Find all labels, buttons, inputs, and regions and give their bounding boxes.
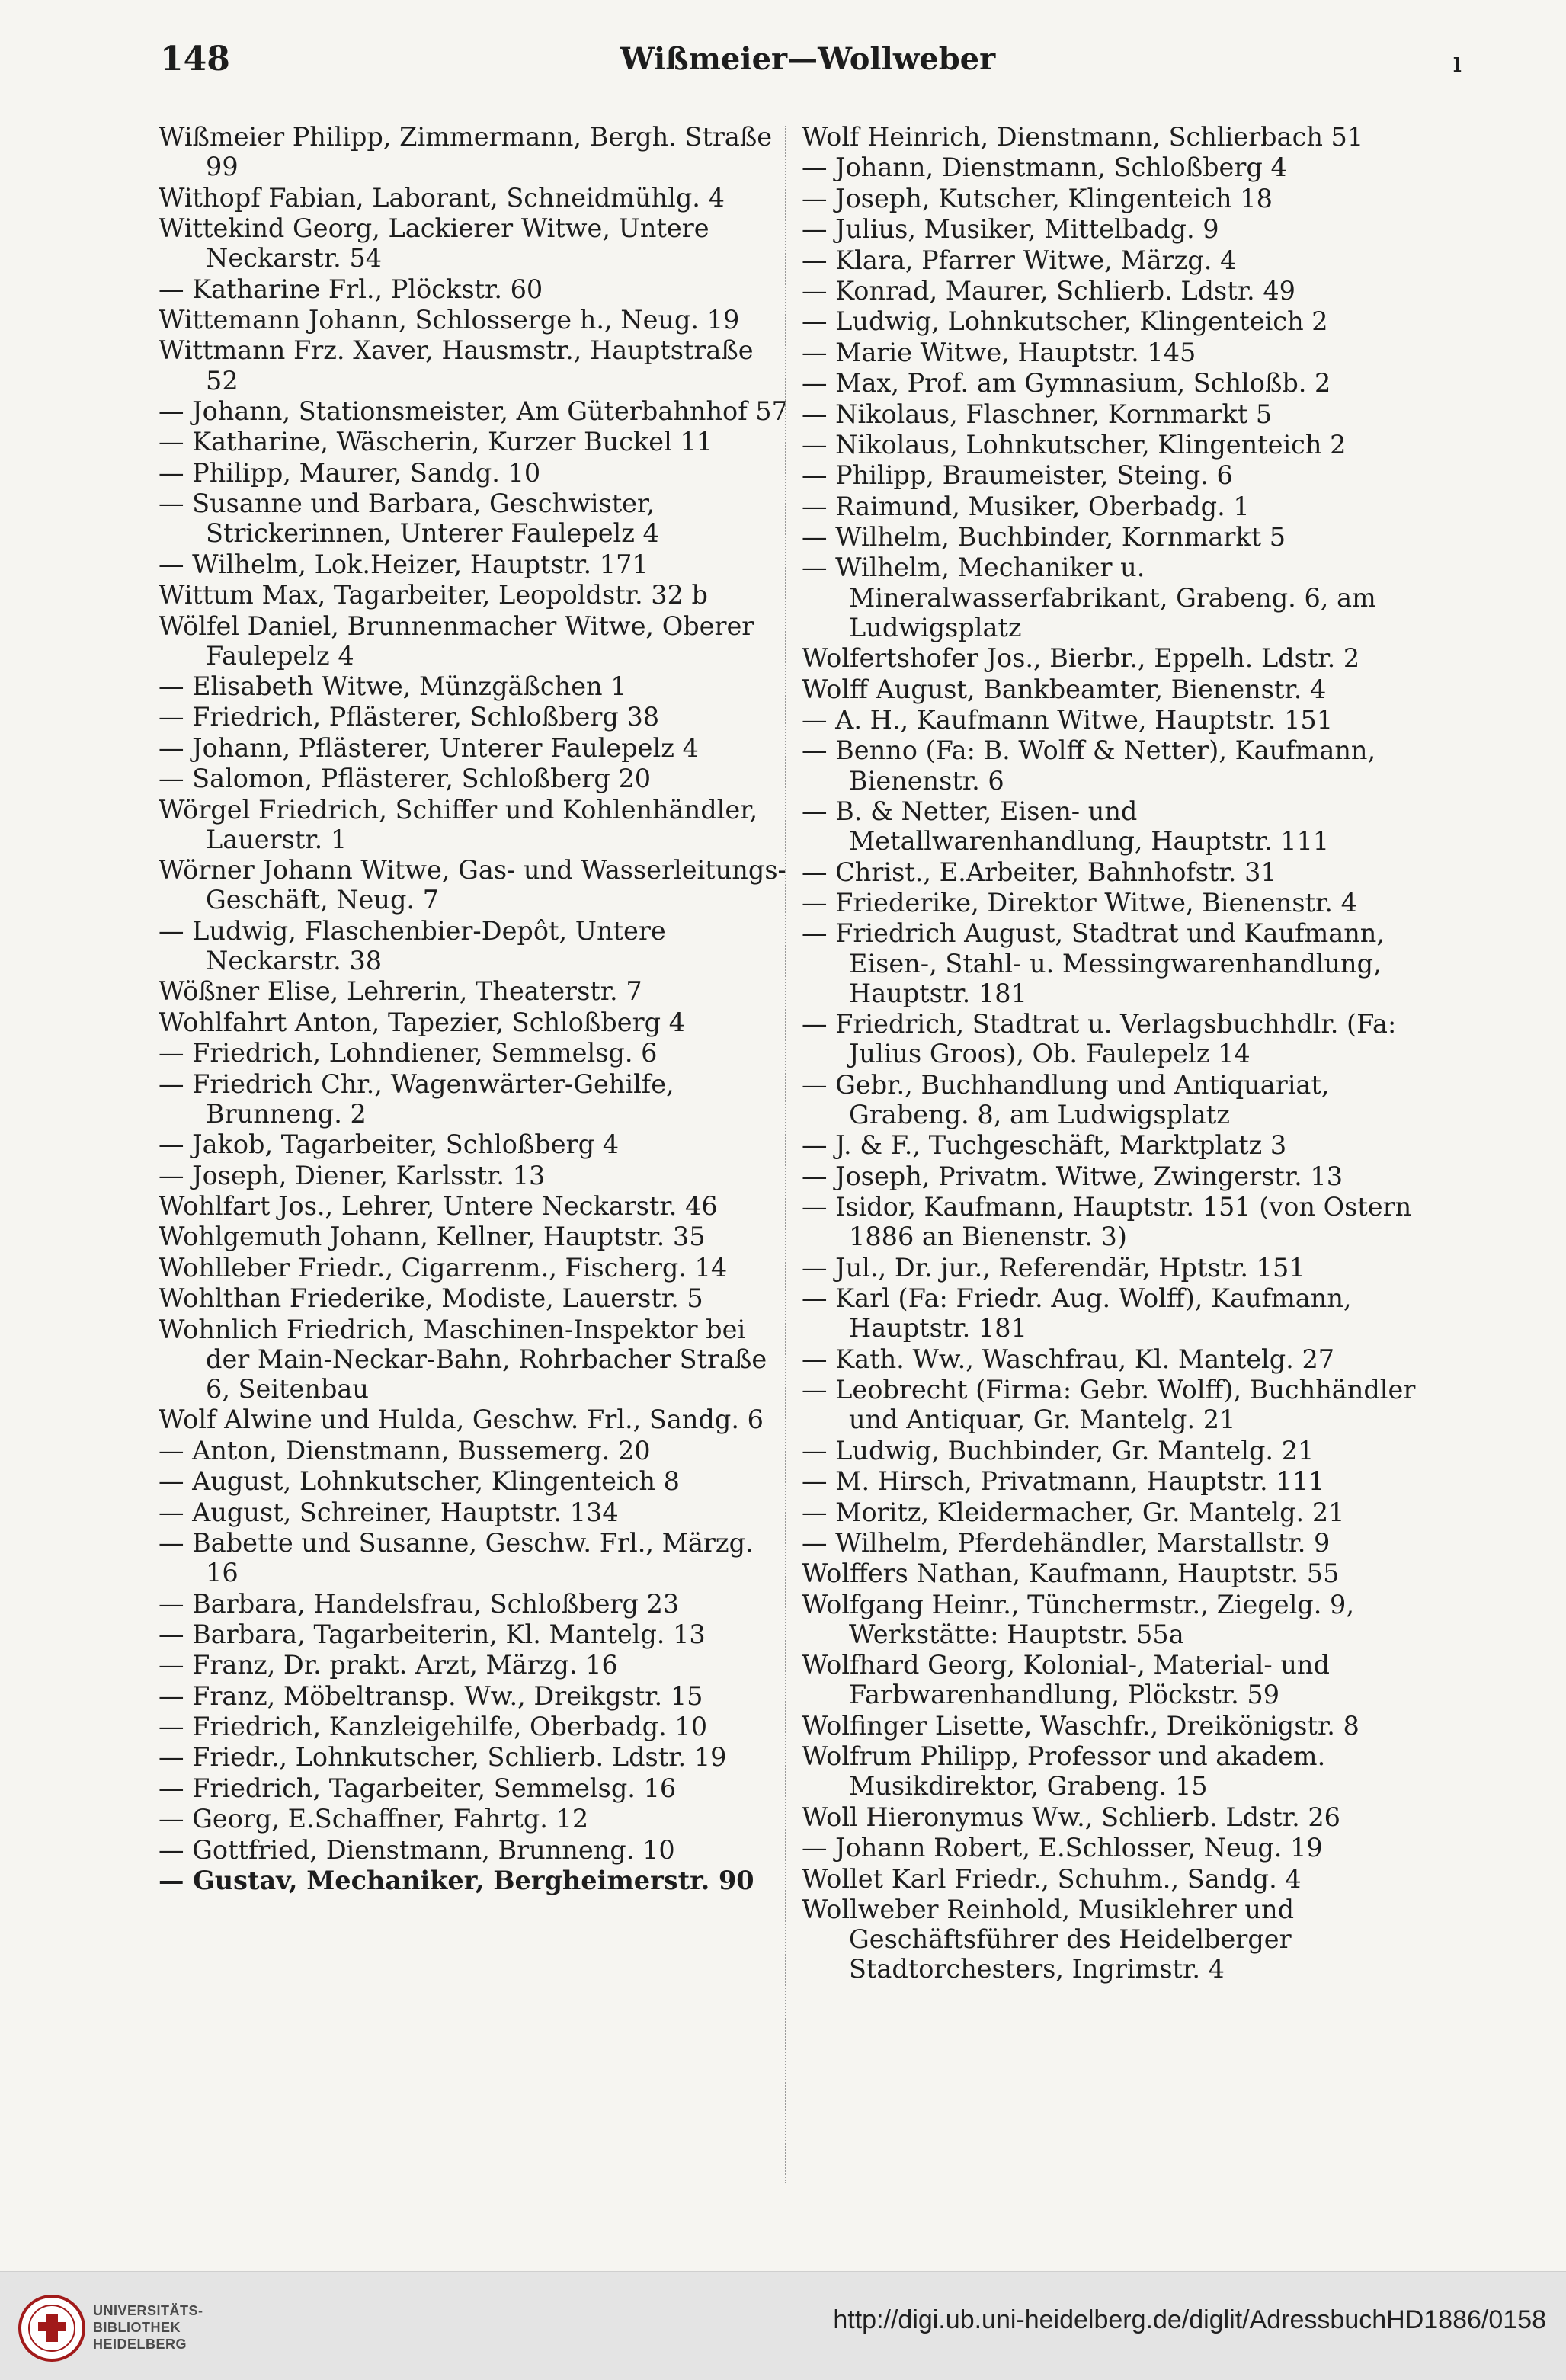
directory-entry: Wößner Elise, Lehrerin, Theaterstr. 7 xyxy=(159,976,642,1007)
directory-entry: — Ludwig, Lohnkutscher, Klingenteich 2 xyxy=(802,306,1328,337)
library-name xyxy=(93,2302,203,2353)
directory-entry: — Nikolaus, Lohnkutscher, Klingenteich 2 xyxy=(802,429,1347,460)
directory-entry: — Joseph, Diener, Karlsstr. 13 xyxy=(159,1160,546,1190)
directory-entry: — Barbara, Tagarbeiterin, Kl. Mantelg. 13 xyxy=(159,1619,706,1649)
directory-entry: — M. Hirsch, Privatmann, Hauptstr. 111 xyxy=(802,1466,1325,1497)
directory-entry: — Karl (Fa: Friedr. Aug. Wolff), Kaufmann, Hauptstr. 181 xyxy=(802,1283,1360,1344)
directory-entry: Wittekind Georg, Lackierer Witwe, Untere Neckarstr. 54 xyxy=(159,213,718,274)
page-header xyxy=(160,40,1462,93)
directory-entry: — Philipp, Braumeister, Steing. 6 xyxy=(802,460,1233,491)
directory-entry: — Wilhelm, Lok.Heizer, Hauptstr. 171 xyxy=(159,549,648,579)
library-line: HEIDELBERG xyxy=(93,2337,187,2352)
directory-entry: — Nikolaus, Flaschner, Kornmarkt 5 xyxy=(802,399,1273,429)
directory-entry: Wittemann Johann, Schlosserge h., Neug. 19 xyxy=(159,304,740,335)
directory-entry: — Wilhelm, Pferdehändler, Marstallstr. 9 xyxy=(802,1527,1331,1558)
directory-entry: — Franz, Möbeltransp. Ww., Dreikgstr. 15 xyxy=(159,1680,703,1711)
directory-entry: — Katharine Frl., Plöckstr. 60 xyxy=(159,274,543,304)
directory-entry: — August, Schreiner, Hauptstr. 134 xyxy=(159,1497,619,1527)
directory-entry: — August, Lohnkutscher, Klingenteich 8 xyxy=(159,1466,680,1497)
directory-entry: Wohlleber Friedr., Cigarrenm., Fischerg. 14 xyxy=(159,1252,728,1283)
directory-entry: — Wilhelm, Mechaniker u. Mineralwasserfabrikant, Grabeng. 6, am Ludwigsplatz xyxy=(802,553,1385,642)
directory-entry: — Friedrich, Pflästerer, Schloßberg 38 xyxy=(159,702,660,732)
directory-entry: — Philipp, Maurer, Sandg. 10 xyxy=(159,457,541,488)
directory-entry: — Leobrecht (Firma: Gebr. Wolff), Buchhändler und Antiquar, Gr. Mantelg. 21 xyxy=(802,1375,1424,1435)
directory-entry: — Julius, Musiker, Mittelbadg. 9 xyxy=(802,214,1219,245)
directory-entry: — Friedrich, Stadtrat u. Verlagsbuchhdlr. (Fa: Julius Groos), Ob. Faulepelz 14 xyxy=(802,1009,1404,1069)
directory-entry: — Friedrich Chr., Wagenwärter-Gehilfe, Brunneng. 2 xyxy=(159,1068,683,1129)
directory-entry: Wittmann Frz. Xaver, Hausmstr., Hauptstraße 52 xyxy=(159,335,762,396)
directory-entry: — Friedr., Lohnkutscher, Schlierb. Ldstr. 19 xyxy=(159,1742,727,1773)
directory-entry: — Joseph, Kutscher, Klingenteich 18 xyxy=(802,183,1273,213)
directory-entry: — Ludwig, Flaschenbier-Depôt, Untere Neckarstr. 38 xyxy=(159,915,674,976)
directory-entry: — J. & F., Tuchgeschäft, Marktplatz 3 xyxy=(802,1130,1287,1161)
directory-entry: — Friedrich August, Stadtrat und Kaufmann, Eisen-, Stahl- u. Messingwarenhandlung, Hauptstr. 181 xyxy=(802,918,1393,1008)
directory-entry: — Franz, Dr. prakt. Arzt, Märzg. 16 xyxy=(159,1650,618,1680)
directory-entry: Wolff August, Bankbeamter, Bienenstr. 4 xyxy=(802,674,1327,704)
source-url-link[interactable]: http://digi.ub.uni-heidelberg.de/diglit/AdressbuchHD1886/0158 xyxy=(833,2305,1546,2334)
directory-entry: Withopf Fabian, Laborant, Schneidmühlg. 4 xyxy=(159,182,725,213)
directory-entry: Wolf Alwine und Hulda, Geschw. Frl., Sandg. 6 xyxy=(159,1405,764,1435)
directory-entry: — Christ., E.Arbeiter, Bahnhofstr. 31 xyxy=(802,857,1277,887)
directory-entry: — Wilhelm, Buchbinder, Kornmarkt 5 xyxy=(802,522,1286,553)
directory-entry: Wohlfart Jos., Lehrer, Untere Neckarstr. 46 xyxy=(159,1190,718,1221)
right-column xyxy=(802,122,1434,1985)
directory-entry: — Susanne und Barbara, Geschwister, Strickerinnen, Unterer Faulepelz 4 xyxy=(159,488,663,549)
directory-entry: — Friedrich, Tagarbeiter, Semmelsg. 16 xyxy=(159,1773,677,1803)
running-head: Wißmeier—Wollweber xyxy=(620,41,996,77)
directory-entry: Wolfertshofer Jos., Bierbr., Eppelh. Ldstr. 2 xyxy=(802,643,1360,674)
directory-entry: Wohlgemuth Johann, Kellner, Hauptstr. 35 xyxy=(159,1222,706,1252)
directory-entry: — Salomon, Pflästerer, Schloßberg 20 xyxy=(159,764,652,794)
directory-entry: — Ludwig, Buchbinder, Gr. Mantelg. 21 xyxy=(802,1435,1315,1465)
directory-entry: — Katharine, Wäscherin, Kurzer Buckel 11 xyxy=(159,427,713,457)
left-column xyxy=(159,122,791,1896)
directory-entry: — Jakob, Tagarbeiter, Schloßberg 4 xyxy=(159,1129,620,1160)
directory-entry: — Friedrich, Lohndiener, Semmelsg. 6 xyxy=(159,1038,658,1068)
directory-entry: Wohlthan Friederike, Modiste, Lauerstr. 5 xyxy=(159,1283,703,1314)
directory-entry: Wölfel Daniel, Brunnenmacher Witwe, Oberer Faulepelz 4 xyxy=(159,610,762,671)
directory-entry: Wollet Karl Friedr., Schuhm., Sandg. 4 xyxy=(802,1863,1302,1894)
directory-entry: — Gottfried, Dienstmann, Brunneng. 10 xyxy=(159,1834,675,1865)
directory-entry: — Johann, Stationsmeister, Am Güterbahnhof 57 xyxy=(159,396,788,426)
directory-entry: — Jul., Dr. jur., Referendär, Hptstr. 151 xyxy=(802,1252,1305,1283)
directory-entry: — Marie Witwe, Hauptstr. 145 xyxy=(802,337,1196,367)
library-line: UNIVERSITÄTS- xyxy=(93,2303,203,2318)
directory-entry: — Gebr., Buchhandlung und Antiquariat, Grabeng. 8, am Ludwigsplatz xyxy=(802,1069,1338,1129)
column-divider xyxy=(785,126,786,2183)
directory-entry: — Anton, Dienstmann, Bussemerg. 20 xyxy=(159,1435,651,1465)
directory-entry: Wörgel Friedrich, Schiffer und Kohlenhändler, Lauerstr. 1 xyxy=(159,794,766,854)
directory-entry: — B. & Netter, Eisen- und Metallwarenhandlung, Hauptstr. 111 xyxy=(802,796,1330,857)
directory-entry: Wörner Johann Witwe, Gas- und Wasserleitungs-Geschäft, Neug. 7 xyxy=(159,855,786,915)
directory-entry: Wolffers Nathan, Kaufmann, Hauptstr. 55 xyxy=(802,1558,1340,1589)
directory-entry: — Joseph, Privatm. Witwe, Zwingerstr. 13 xyxy=(802,1161,1343,1191)
directory-entry: — Benno (Fa: B. Wolff & Netter), Kaufmann, Bienenstr. 6 xyxy=(802,735,1384,796)
directory-entry: Wolfgang Heinr., Tünchermstr., Ziegelg. 9, Werkstätte: Hauptstr. 55a xyxy=(802,1589,1363,1649)
university-seal-icon[interactable] xyxy=(17,2293,87,2363)
directory-entry: — Barbara, Handelsfrau, Schloßberg 23 xyxy=(159,1588,680,1619)
directory-entry: Wolfinger Lisette, Waschfr., Dreikönigstr. 8 xyxy=(802,1710,1359,1741)
directory-entry: Wohnlich Friedrich, Maschinen-Inspektor bei der Main-Neckar-Bahn, Rohrbacher Straße 6, Seitenbau xyxy=(159,1314,775,1404)
directory-entry: — Konrad, Maurer, Schlierb. Ldstr. 49 xyxy=(802,275,1295,306)
directory-entry: Wollweber Reinhold, Musiklehrer und Geschäftsführer des Heidelberger Stadtorchesters, Ingrimstr. 4 xyxy=(802,1895,1302,1984)
page-mark: ı xyxy=(1452,47,1462,78)
directory-entry: — Max, Prof. am Gymnasium, Schloßb. 2 xyxy=(802,368,1331,399)
directory-entry: Wolfhard Georg, Kolonial-, Material- und Farbwarenhandlung, Plöckstr. 59 xyxy=(802,1650,1338,1710)
directory-entry: Wolf Heinrich, Dienstmann, Schlierbach 51 xyxy=(802,122,1364,152)
directory-entry: — Friedrich, Kanzleigehilfe, Oberbadg. 10 xyxy=(159,1712,708,1742)
page-number: 148 xyxy=(160,40,230,78)
directory-entry: — Gustav, Mechaniker, Bergheimerstr. 90 xyxy=(159,1866,754,1896)
directory-entry: — Klara, Pfarrer Witwe, Märzg. 4 xyxy=(802,245,1237,275)
directory-entry: Wohlfahrt Anton, Tapezier, Schloßberg 4 xyxy=(159,1007,686,1037)
directory-entry: — Raimund, Musiker, Oberbadg. 1 xyxy=(802,491,1250,521)
directory-entry: — Babette und Susanne, Geschw. Frl., Märzg. 16 xyxy=(159,1527,762,1588)
footer-bar xyxy=(0,2271,1566,2380)
directory-entry: — Isidor, Kaufmann, Hauptstr. 151 (von Ostern 1886 an Bienenstr. 3) xyxy=(802,1192,1420,1252)
directory-entry: — Kath. Ww., Waschfrau, Kl. Mantelg. 27 xyxy=(802,1344,1335,1374)
directory-entry: — Johann, Dienstmann, Schloßberg 4 xyxy=(802,152,1287,183)
directory-entry: — Elisabeth Witwe, Münzgäßchen 1 xyxy=(159,671,627,702)
directory-entry: — Johann, Pflästerer, Unterer Faulepelz 4 xyxy=(159,732,699,763)
directory-entry: — A. H., Kaufmann Witwe, Hauptstr. 151 xyxy=(802,705,1334,735)
directory-entry: — Moritz, Kleidermacher, Gr. Mantelg. 21 xyxy=(802,1497,1345,1527)
directory-entry: Woll Hieronymus Ww., Schlierb. Ldstr. 26 xyxy=(802,1802,1341,1832)
library-line: BIBLIOTHEK xyxy=(93,2320,181,2335)
directory-entry: — Johann Robert, E.Schlosser, Neug. 19 xyxy=(802,1833,1323,1863)
directory-entry: — Friederike, Direktor Witwe, Bienenstr. 4 xyxy=(802,888,1357,918)
directory-entry: Wißmeier Philipp, Zimmermann, Bergh. Straße 99 xyxy=(159,122,780,182)
directory-entry: — Georg, E.Schaffner, Fahrtg. 12 xyxy=(159,1804,589,1834)
directory-entry: Wittum Max, Tagarbeiter, Leopoldstr. 32 b xyxy=(159,580,709,610)
directory-entry: Wolfrum Philipp, Professor und akadem. Musikdirektor, Grabeng. 15 xyxy=(802,1741,1334,1802)
